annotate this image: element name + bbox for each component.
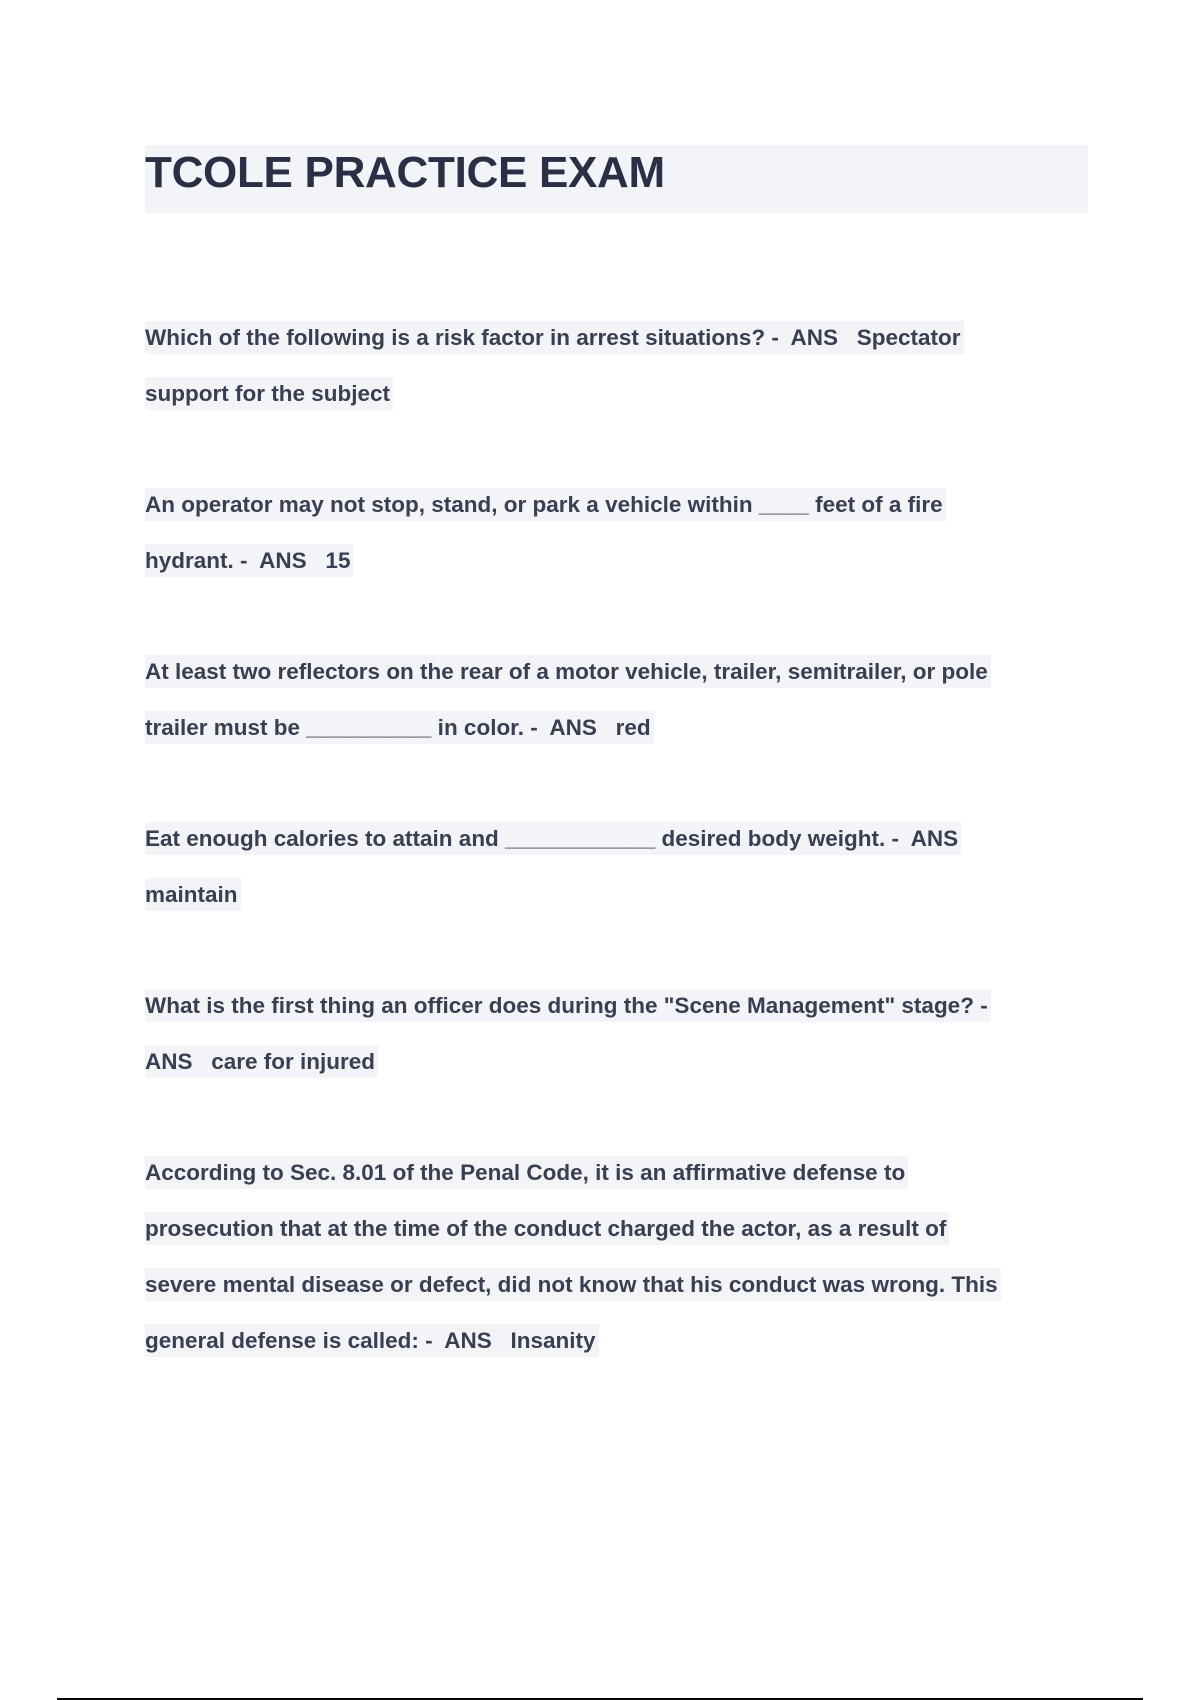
qa-line: An operator may not stop, stand, or park a vehicle within ____ feet of a fire bbox=[145, 477, 1075, 533]
qa-line: support for the subject bbox=[145, 366, 1075, 422]
qa-item-5 bbox=[145, 978, 1075, 1090]
qa-line: At least two reflectors on the rear of a motor vehicle, trailer, semitrailer, or pole bbox=[145, 644, 1075, 700]
page-title: TCOLE PRACTICE EXAM bbox=[145, 148, 665, 197]
qa-item-4 bbox=[145, 811, 1075, 923]
qa-line: ANS care for injured bbox=[145, 1034, 1075, 1090]
qa-line: maintain bbox=[145, 867, 1075, 923]
qa-line: severe mental disease or defect, did not know that his conduct was wrong. This bbox=[145, 1257, 1075, 1313]
qa-item-3 bbox=[145, 644, 1075, 756]
qa-line: trailer must be __________ in color. - ANS red bbox=[145, 700, 1075, 756]
qa-line: prosecution that at the time of the conduct charged the actor, as a result of bbox=[145, 1201, 1075, 1257]
qa-item-1 bbox=[145, 310, 1075, 422]
qa-item-6 bbox=[145, 1145, 1075, 1369]
qa-line: According to Sec. 8.01 of the Penal Code, it is an affirmative defense to bbox=[145, 1145, 1075, 1201]
qa-line: hydrant. - ANS 15 bbox=[145, 533, 1075, 589]
qa-line: general defense is called: - ANS Insanity bbox=[145, 1313, 1075, 1369]
qa-item-2 bbox=[145, 477, 1075, 589]
qa-line: Eat enough calories to attain and ____________ desired body weight. - ANS bbox=[145, 811, 1075, 867]
qa-line: What is the first thing an officer does during the "Scene Management" stage? - bbox=[145, 978, 1075, 1034]
qa-line: Which of the following is a risk factor in arrest situations? - ANS Spectator bbox=[145, 310, 1075, 366]
